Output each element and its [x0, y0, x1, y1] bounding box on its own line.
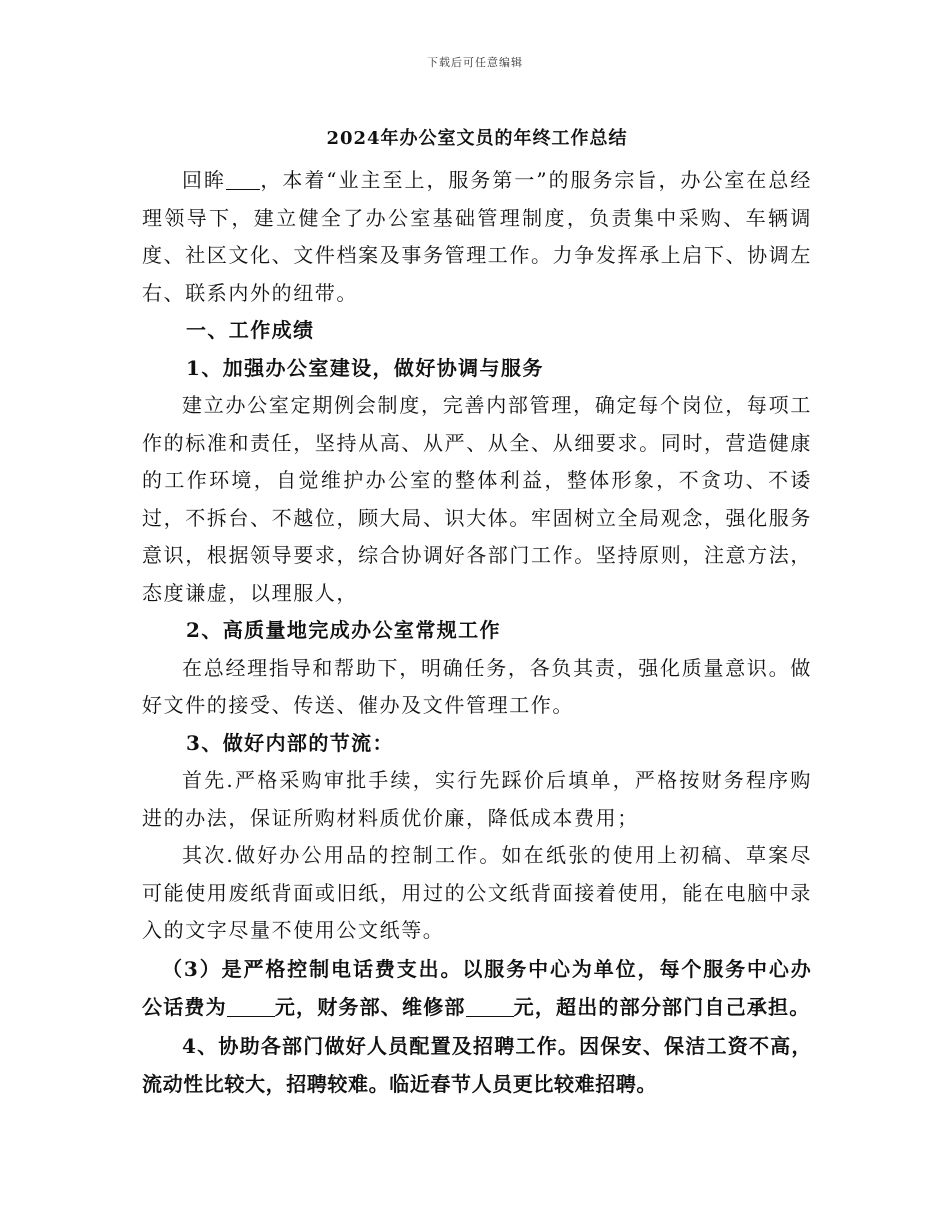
item3-third-part1: （3）是严格控制电话费支出。以服务中心为单位，每个服务中心办公话费为 [142, 956, 812, 1019]
intro-lead: 回眸 [182, 168, 226, 192]
item2-body: 在总经理指导和帮助下，明确任务，各负其责，强化质量意识。做好文件的接受、传送、催办及文件管理工作。 [142, 655, 812, 717]
item3-heading: 3、做好内部的节流： [186, 730, 394, 755]
item3-third [142, 950, 812, 1027]
intro-paragraph [142, 162, 812, 312]
item3-third-part2: 元，财务部、维修部 [274, 995, 466, 1019]
item3-third-part3: 元，超出的部分部门自己承担。 [513, 995, 811, 1019]
item2-heading: 2、高质量地完成办公室常规工作 [186, 618, 501, 642]
document-content [142, 124, 812, 1104]
item3-second: 其次.做好办公用品的控制工作。如在纸张的使用上初稿、草案尽可能使用废纸背面或旧纸，用过的公文纸背面接着使用，能在电脑中录入的文字尽量不使用公文纸等。 [142, 843, 812, 942]
item1-body: 建立办公室定期例会制度，完善内部管理，确定每个岗位，每项工作的标准和责任，坚持从高、从严、从全、从细要求。同时，营造健康的工作环境，自觉维护办公室的整体利益，整体形象，不贪功、不诿过，不拆台、不越位，顾大局、识大体。牢固树立全局观念，强化服务意识，根据领导要求，综合协调好各部门工作。坚持原则，注意方法，态度谦虚，以理服人， [142, 393, 812, 605]
phone-fee-blank [227, 996, 275, 1017]
intro-blank [226, 169, 260, 190]
item3-first: 首先.严格采购审批手续，实行先踩价后填单，严格按财务程序购进的办法，保证所购材料质优价廉，降低成本费用； [142, 768, 812, 830]
item4-paragraph: 4、协助各部门做好人员配置及招聘工作。因保安、保洁工资不高，流动性比较大，招聘较难。临近春节人员更比较难招聘。 [142, 1033, 812, 1096]
intro-rest: ，本着“业主至上，服务第一”的服务宗旨，办公室在总经理领导下，建立健全了办公室基础管理制度，负责集中采购、车辆调度、社区文化、文件档案及事务管理工作。力争发挥承上启下、协调左右、联系内外的纽带。 [142, 168, 812, 305]
section1-title: 一、工作成绩 [186, 318, 315, 342]
dept-fee-blank [466, 996, 514, 1017]
document-title: 2024年办公室文员的年终工作总结 [326, 128, 628, 149]
item1-heading: 1、加强办公室建设，做好协调与服务 [186, 355, 544, 380]
header-note: 下载后可任意编辑 [427, 56, 523, 69]
